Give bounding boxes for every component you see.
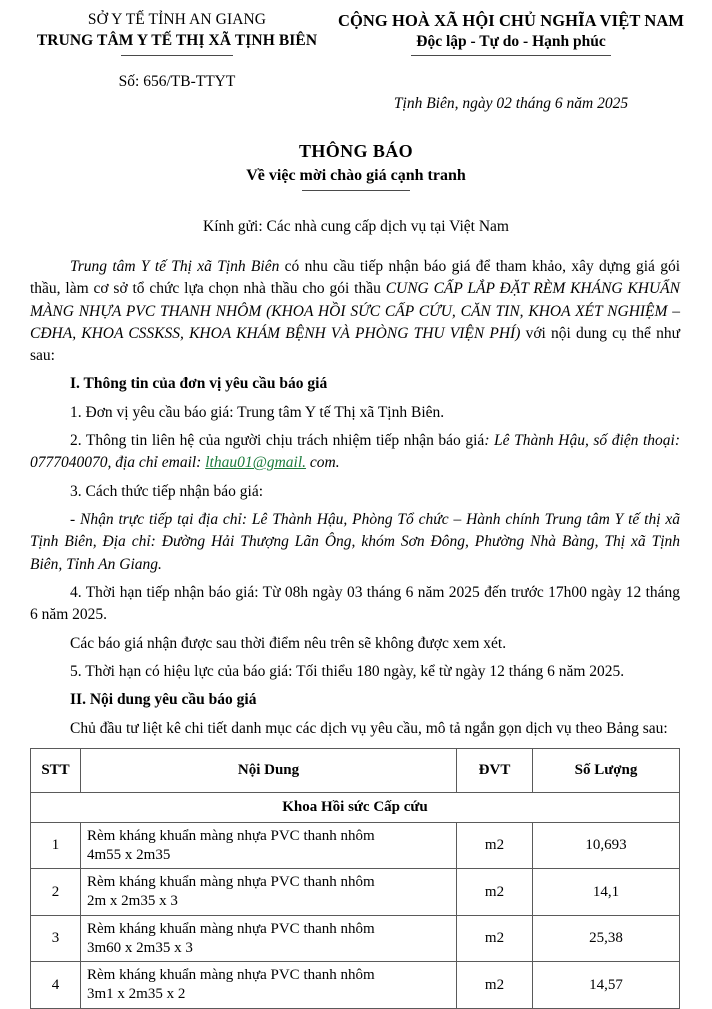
cell-noidung [81, 915, 457, 962]
section-1-item-3-detail: - Nhận trực tiếp tại địa chỉ: Lê Thành Hậu, Phòng Tổ chức – Hành chính Trung tâm Y tế thị xã Tịnh Biên, Địa chỉ: Đường Hải Thượng Lãn Ông, khóm Sơn Đông, Phường Nhà Bàng, Thị xã Tịnh Biên, Tỉnh An Giang. [30, 511, 680, 573]
item-2-value-b: com. [306, 454, 340, 472]
quote-table-wrap [0, 748, 712, 1009]
masthead [0, 0, 712, 56]
item-description-line1: Rèm kháng khuẩn màng nhựa PVC thanh nhôm [87, 827, 375, 844]
column-header-dvt: ĐVT [457, 748, 533, 792]
page-subtitle: Về việc mời chào giá cạnh tranh [246, 167, 466, 185]
item-description-line2: 3m60 x 2m35 x 3 [87, 939, 193, 956]
item-description-line2: 4m55 x 2m35 [87, 846, 171, 863]
quote-items-table [30, 748, 680, 1009]
intro-lead-italic: Trung tâm Y tế Thị xã Tịnh Biên [70, 257, 280, 275]
table-row [31, 915, 680, 962]
cell-dvt: m2 [457, 822, 533, 869]
cell-stt: 2 [31, 869, 81, 916]
place-and-date: Tịnh Biên, ngày 02 tháng 6 năm 2025 [393, 95, 629, 113]
recipient-line: Kính gửi: Các nhà cung cấp dịch vụ tại Việt Nam [203, 218, 509, 235]
section-1-item-3: 3. Cách thức tiếp nhận báo giá: [70, 482, 264, 500]
cell-noidung [81, 822, 457, 869]
intro-text-1: có nhu cầu tiếp nhận báo giá để tham khảo, xây dựng giá gói thầu, làm cơ sở tổ chức lựa chọn nhà thầu cho gói thầu [30, 257, 680, 298]
document-body [0, 256, 712, 740]
column-header-stt: STT [31, 748, 81, 792]
item-2-value-a: : Lê Thành Hậu, số điện thoại: 0777040070, địa chỉ email: [30, 432, 681, 472]
column-header-noidung: Nội Dung [81, 748, 457, 792]
cell-dvt: m2 [457, 915, 533, 962]
package-name: CUNG CẤP LẮP ĐẶT RÈM KHÁNG KHUẨN MÀNG NHỰA PVC THANH NHÔM (KHOA HỒI SỨC CẤP CỨU, CĂN TIN, KHOA XÉT NGHIỆM – CĐHA, KHOA CSSKSS, KHOA KHÁM BỆNH VÀ PHÒNG THU VIỆN PHÍ) [30, 280, 680, 342]
national-title: CỘNG HOÀ XÃ HỘI CHỦ NGHĨA VIỆT NAM [337, 11, 685, 30]
cell-noidung [81, 869, 457, 916]
table-row [31, 869, 680, 916]
cell-soluong: 14,1 [533, 869, 680, 916]
table-row [31, 822, 680, 869]
table-section-label: Khoa Hồi sức Cấp cứu [31, 792, 680, 822]
item-description-line1: Rèm kháng khuẩn màng nhựa PVC thanh nhôm [87, 920, 375, 937]
table-header-row [31, 748, 680, 792]
table-section-row [31, 792, 680, 822]
department-name: SỞ Y TẾ TỈNH AN GIANG [87, 11, 267, 28]
table-body [31, 792, 680, 1008]
title-underline-rule [302, 190, 410, 191]
national-heading-block [332, 10, 690, 56]
section-1-item-5: 5. Thời hạn có hiệu lực của báo giá: Tối thiểu 180 ngày, kể từ ngày 12 tháng 6 năm 2025. [70, 662, 625, 680]
center-name: TRUNG TÂM Y TẾ THỊ XÃ TỊNH BIÊN [36, 31, 318, 49]
cell-dvt: m2 [457, 962, 533, 1009]
intro-text-2: với nội dung cụ thể như sau: [30, 324, 680, 365]
section-1-heading: I. Thông tin của đơn vị yêu cầu báo giá [70, 375, 328, 393]
cell-noidung [81, 962, 457, 1009]
item-description-line1: Rèm kháng khuẩn màng nhựa PVC thanh nhôm [87, 874, 375, 891]
item-description-line2: 2m x 2m35 x 3 [87, 893, 178, 910]
number-and-date-row [0, 72, 712, 115]
title-block [0, 139, 712, 191]
section-1-item-4: 4. Thời hạn tiếp nhận báo giá: Từ 08h ngày 03 tháng 6 năm 2025 đến trước 17h00 ngày 12 tháng 6 năm 2025. [30, 583, 680, 624]
cell-stt: 3 [31, 915, 81, 962]
cell-soluong: 14,57 [533, 962, 680, 1009]
issuing-organization-block [22, 10, 332, 56]
org-underline-rule [121, 55, 233, 56]
national-motto: Độc lập - Tự do - Hạnh phúc [416, 33, 606, 51]
motto-underline-rule [411, 55, 611, 56]
item-2-label: 2. Thông tin liên hệ của người chịu trách nhiệm tiếp nhận báo giá [70, 432, 485, 450]
section-2-heading: II. Nội dung yêu cầu báo giá [70, 691, 257, 709]
cell-soluong: 25,38 [533, 915, 680, 962]
cell-soluong: 10,693 [533, 822, 680, 869]
section-2-intro: Chủ đầu tư liệt kê chi tiết danh mục các dịch vụ yêu cầu, mô tả ngắn gọn dịch vụ theo Bảng sau: [70, 719, 668, 737]
intro-paragraph [30, 256, 680, 368]
section-1-item-1: 1. Đơn vị yêu cầu báo giá: Trung tâm Y tế Thị xã Tịnh Biên. [70, 403, 445, 421]
item-description-line1: Rèm kháng khuẩn màng nhựa PVC thanh nhôm [87, 967, 375, 984]
document-number: Số: 656/TB-TTYT [118, 73, 236, 91]
table-header [31, 748, 680, 792]
table-row [31, 962, 680, 1009]
item-description-line2: 3m1 x 2m35 x 2 [87, 986, 186, 1003]
section-1-item-4-note: Các báo giá nhận được sau thời điểm nêu trên sẽ không được xem xét. [70, 634, 507, 652]
page-title: THÔNG BÁO [298, 141, 414, 162]
cell-dvt: m2 [457, 869, 533, 916]
cell-stt: 1 [31, 822, 81, 869]
section-1-item-2 [30, 430, 680, 475]
column-header-soluong: Số Lượng [533, 748, 680, 792]
cell-stt: 4 [31, 962, 81, 1009]
contact-email-link[interactable]: lthau01@gmail. [205, 454, 307, 472]
